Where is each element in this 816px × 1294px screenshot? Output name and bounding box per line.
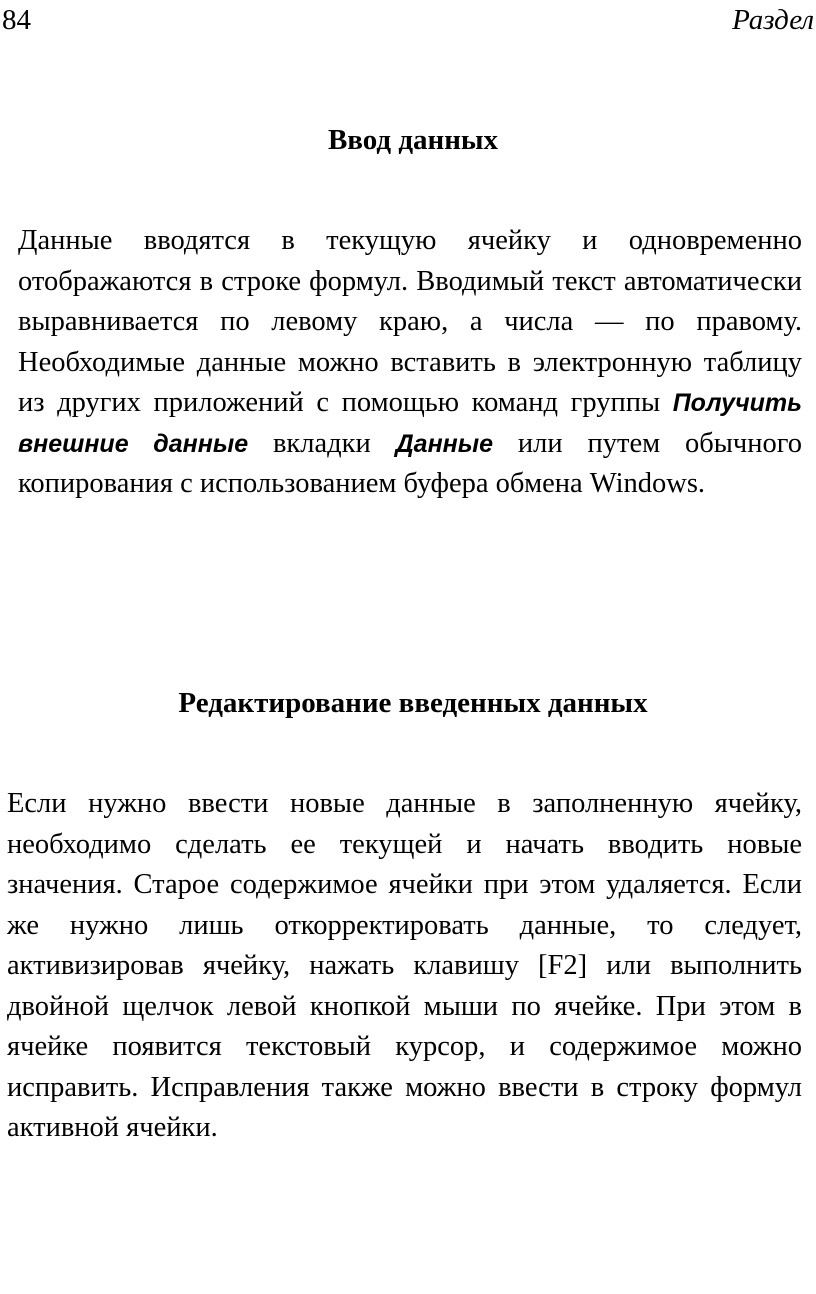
paragraph-text-middle: вкладки <box>248 427 396 459</box>
paragraph-data-entry <box>18 221 802 505</box>
paragraph-text-start: Данные вводятся в текущую ячейку и одновременно отображаются в строке формул. Вводимый текст автоматически выравнивается по левому краю, а числа — по правому. Необходимые данные можно вставить в электронную таблицу из других приложений с помощью команд группы <box>18 225 802 418</box>
section-heading-data-entry: Ввод данных <box>327 124 499 156</box>
page-number: 84 <box>2 4 31 36</box>
paragraph-text-end: или путем обычного копирования с использованием буфера обмена Windows. <box>18 427 802 499</box>
section-label: Раздел <box>732 4 814 36</box>
tab-name: Данные <box>395 429 494 458</box>
command-group-name: Получить внешние данные <box>18 389 802 458</box>
paragraph-editing: Если нужно ввести новые данные в заполненную ячейку, необходимо сделать ее текущей и начать вводить новые значения. Старое содержимое ячейки при этом удаляется. Если же нужно лишь откорректировать данные, то следует, активизировав ячейку, нажать клавишу [F2] или выполнить двойной щелчок левой кнопкой мыши по ячейке. При этом в ячейке появится текстовый курсор, и содержимое можно исправить. Исправления также можно ввести в строку формул активной ячейки. <box>7 788 802 1143</box>
section-heading-editing: Редактирование введенных данных <box>178 687 648 719</box>
